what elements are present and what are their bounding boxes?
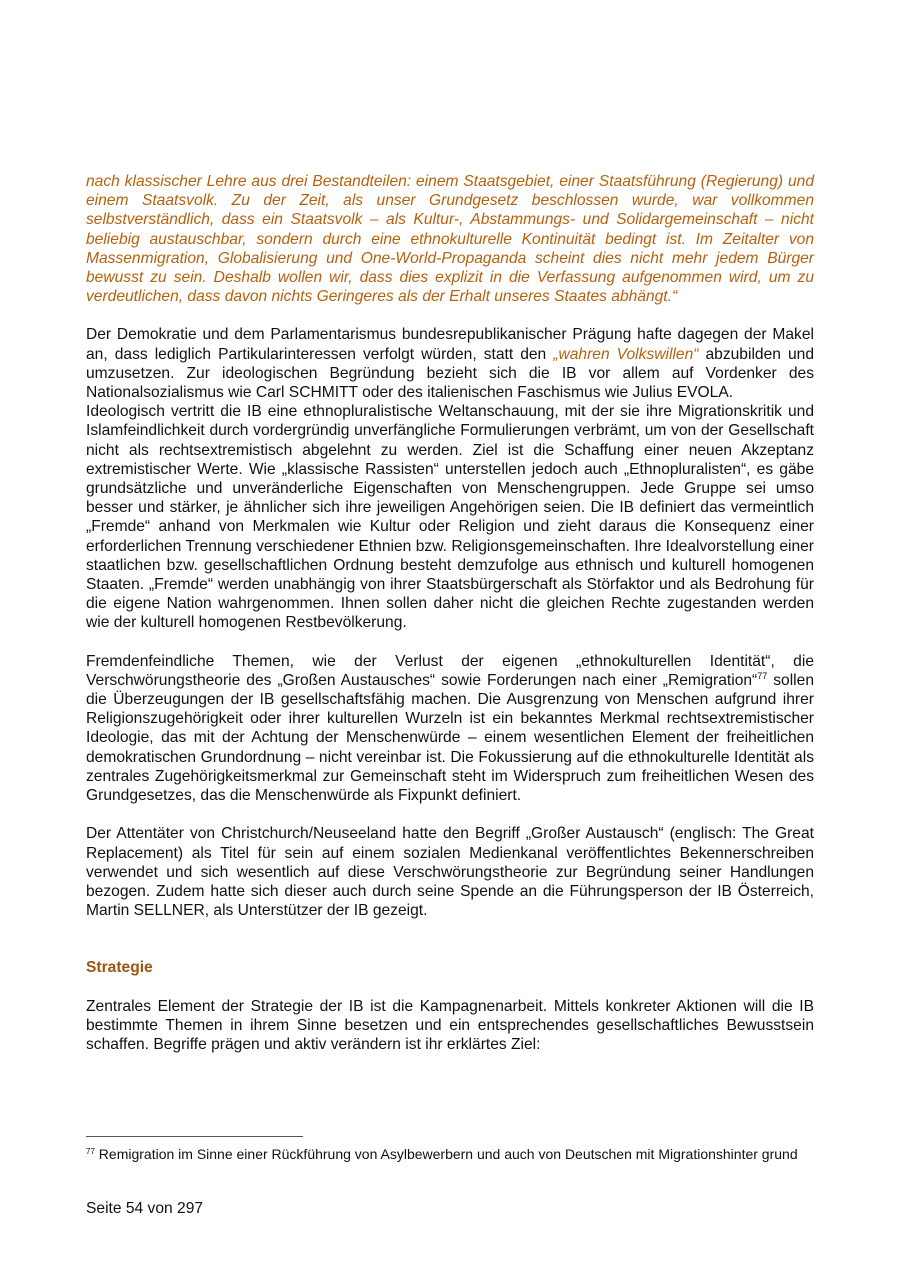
footnote-divider: [86, 1136, 303, 1137]
paragraph-democracy-text-after: abzubilden und umzusetzen. Zur ideologischen Begründung bezieht sich die IB vor allem auf Vordenker des Nationalsozialismus wie Carl SCHMITT oder des italienischen Faschismus wie Julius EVOLA.: [86, 345, 814, 402]
paragraph-ideology: Ideologisch vertritt die IB eine ethnopluralistische Weltanschauung, mit der sie ihre Migrationskritik und Islamfeindlichkeit durch vordergründig unverfängliche Formulierungen verbrämt, um von der Gesellschaft nicht als rechtsextremistisch abgelehnt zu werden. Ziel ist die Schaffung einer neuen Akzeptanz extremistischer Werte. Wie „klassische Rassisten“ unterstellen jedoch auch „Ethnopluralisten“, es gäbe grundsätzliche und unveränderliche Eigenschaften von Menschengruppen. Jede Gruppe sei umso besser und stärker, je ähnlicher sich ihre jeweiligen Angehörigen seien. Die IB definiert das vermeintlich „Fremde“ anhand von Merkmalen wie Kultur oder Religion und zieht daraus die Konsequenz einer erforderlichen Trennung verschiedener Ethnien bzw. Religionsgemeinschaften. Ihre Idealvorstellung einer staatlichen bzw. gesellschaftlichen Ordnung besteht demzufolge aus ethnisch und kulturell homogenen Staaten. „Fremde“ werden unabhängig von ihrer Staatsbürgerschaft als Störfaktor und als Bedrohung für die eigene Nation wahrgenommen. Ihnen sollen daher nicht die gleichen Rechte zugestanden werden wie der kulturell homogenen Restbevölkerung.: [86, 403, 814, 632]
paragraph-themes-text-after: sollen die Überzeugungen der IB gesellschaftsfähig machen. Die Ausgrenzung von Menschen aufgrund ihrer Religionszugehörigkeit oder ihrer kulturellen Wurzeln ist ein bekanntes Merkmal rechtsextremistischer Ideologie, das mit der Achtung der Menschenwürde – einem wesentlichen Element der freiheitlichen demokratischen Grundordnung – nicht vereinbar ist. Die Fokussierung auf die ethnokulturelle Identität als zentrales Zugehörigkeitsmerkmal zur Gemeinschaft steht im Widerspruch zum freiheitlichen Wesen des Grundgesetzes, das die Menschenwürde als Fixpunkt definiert.: [86, 671, 814, 805]
paragraph-strategy: Zentrales Element der Strategie der IB ist die Kampagnenarbeit. Mittels konkreter Aktionen will die IB bestimmte Themen in ihrem Sinne besetzen und ein entsprechendes gesellschaftliches Bewusstsein schaffen. Begriffe prägen und aktiv verändern ist ihr erklärtes Ziel:: [86, 997, 814, 1053]
footnote: [86, 1145, 814, 1163]
page-body: [86, 172, 814, 1054]
paragraph-xenophobic-themes: [86, 652, 814, 806]
section-heading-strategie: Strategie: [86, 959, 153, 977]
quote-paragraph: nach klassischer Lehre aus drei Bestandteilen: einem Staatsgebiet, einer Staatsführung (Regierung) und einem Staatsvolk. Zu der Zeit, als unser Grundgesetz beschlossen wurde, war vollkommen selbstverständlich, dass ein Staatsvolk – als Kultur-, Abstammungs- und Solidargemeinschaft – nicht beliebig austauschbar, sondern durch eine ethnokulturelle Kontinuität bedingt ist. Im Zeitalter von Massenmigration, Globalisierung und One-World-Propaganda scheint dies nicht mehr jedem Bürger bewusst zu sein. Deshalb wollen wir, dass dies explizit in die Verfassung aufgenommen wird, um zu verdeutlichen, dass davon nichts Geringeres als der Erhalt unseres Staates abhängt.“: [86, 173, 814, 306]
footnote-reference[interactable]: 77: [757, 670, 768, 681]
paragraph-democracy-text-before: Der Demokratie und dem Parlamentarismus bundesrepublikanischer Prägung hafte dagegen der Makel an, dass lediglich Partikularinteressen verfolgt würden, statt den: [86, 326, 814, 363]
page-number: Seite 54 von 297: [86, 1200, 204, 1217]
paragraph-christchurch: Der Attentäter von Christchurch/Neuseeland hatte den Begriff „Großer Austausch“ (englisch: The Great Replacement) als Titel für sein auf einem sozialen Medienkanal veröffentlichtes Bekennerschreiben verwendet und sich wesentlich auf diese Verschwörungstheorie zur Begründung seiner Handlungen bezogen. Zudem hatte sich dieser auch durch seine Spende an die Führungsperson der IB Österreich, Martin SELLNER, als Unterstützer der IB gezeigt.: [86, 825, 814, 920]
footnote-text: Remigration im Sinne einer Rückführung von Asylbewerbern und auch von Deutschen mit Migrationshinter grund: [94, 1146, 798, 1162]
paragraph-themes-text-before: Fremdenfeindliche Themen, wie der Verlust der eigenen „ethnokulturellen Identität“, die Verschwörungstheorie des „Großen Austausches“ sowie Forderungen nach einer „Remigration“: [86, 652, 814, 689]
footnote-number: 77: [86, 1147, 95, 1156]
paragraph-democracy: [86, 325, 814, 402]
paragraph-democracy-emphasis: „wahren Volkswillen“: [553, 345, 699, 363]
